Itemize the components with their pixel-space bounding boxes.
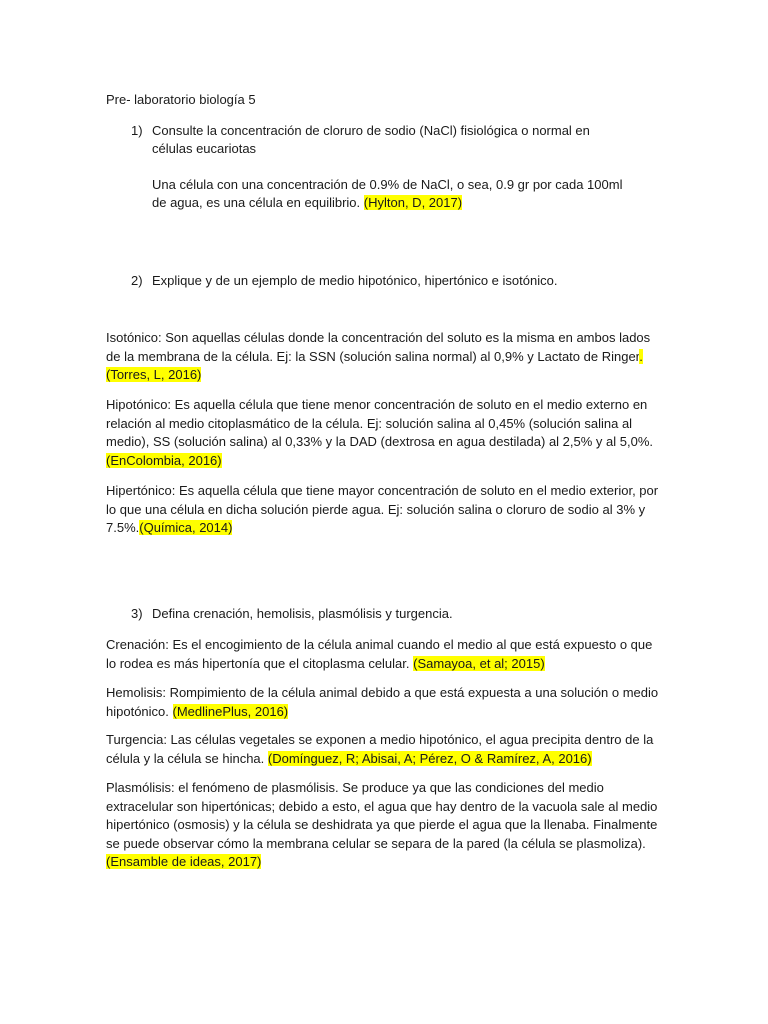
hipertonico-citation: (Química, 2014) bbox=[139, 520, 233, 535]
question-1-number: 1) bbox=[131, 123, 143, 138]
hipertonico-paragraph bbox=[106, 482, 662, 538]
hipotonico-citation: (EnColombia, 2016) bbox=[106, 452, 222, 468]
answer-1-text: Una célula con una concentración de 0.9% de NaCl, o sea, 0.9 gr por cada 100ml de agua, es una célula en equilibrio. bbox=[152, 177, 623, 210]
crenacion-citation: (Samayoa, et al; 2015) bbox=[413, 655, 545, 671]
hemolisis-paragraph bbox=[106, 684, 662, 721]
question-1-text: Consulte la concentración de cloruro de sodio (NaCl) fisiológica o normal en células eucariotas bbox=[152, 123, 590, 156]
isotonico-citation: . (Torres, L, 2016) bbox=[106, 348, 643, 382]
turgencia-text: Turgencia: Las células vegetales se exponen a medio hipotónico, el agua precipita dentro de la célula y la célula se hincha. bbox=[106, 732, 654, 766]
question-3-number: 3) bbox=[131, 606, 143, 621]
turgencia-paragraph bbox=[106, 731, 662, 768]
hipotonico-text: Hipotónico: Es aquella célula que tiene menor concentración de soluto en el medio externo en relación al medio citoplasmático de la célula. Ej: solución salina al 0,45% (solución salina al medio), SS (solución salina) al 0,33% y la DAD (dextrosa en agua destilada) al 2,5% y al 5,0%. bbox=[106, 397, 654, 449]
turgencia-citation: (Domínguez, R; Abisai, A; Pérez, O & Ramírez, A, 2016) bbox=[267, 750, 592, 766]
hemolisis-citation: (MedlinePlus, 2016) bbox=[172, 703, 289, 719]
question-2-text: Explique y de un ejemplo de medio hipotónico, hipertónico e isotónico. bbox=[152, 273, 558, 288]
plasmolisis-citation: (Ensamble de ideas, 2017) bbox=[106, 854, 262, 869]
crenacion-text: Crenación: Es el encogimiento de la célula animal cuando el medio al que está expuesto o que lo rodea es más hipertonía que el citoplasma celular. bbox=[106, 637, 653, 671]
isotonico-text: Isotónico: Son aquellas células donde la concentración del soluto es la misma en ambos lados de la membrana de la célula. Ej: la SSN (solución salina normal) al 0,9% y Lactato de Ringer bbox=[106, 330, 651, 364]
plasmolisis-paragraph bbox=[106, 779, 662, 872]
isotonico-paragraph bbox=[106, 329, 662, 385]
crenacion-paragraph bbox=[106, 636, 662, 673]
hemolisis-text: Hemolisis: Rompimiento de la célula animal debido a que está expuesta a una solución o medio hipotónico. bbox=[106, 685, 659, 719]
hipotonico-paragraph bbox=[106, 396, 662, 470]
plasmolisis-text: Plasmólisis: el fenómeno de plasmólisis. Se produce ya que las condiciones del medio extracelular son hipertónicas; debido a esto, el agua que hay dentro de la vacuola sale al medio hipertónico (osmosis) y la célula se deshidrata ya que pierde el agua que la llenaba. Finalmente se puede observar cómo la membrana celular se separa de la pared (la célula se plasmoliza). bbox=[106, 780, 658, 851]
hipertonico-text: Hipertónico: Es aquella célula que tiene mayor concentración de soluto en el medio exterior, por lo que una célula en dicha solución pierde agua. Ej: solución salina o cloruro de sodio al 3% y 7.5%. bbox=[106, 483, 659, 535]
question-3-text: Defina crenación, hemolisis, plasmólisis y turgencia. bbox=[152, 606, 453, 621]
document-title: Pre- laboratorio biología 5 bbox=[106, 92, 256, 107]
question-2-number: 2) bbox=[131, 273, 143, 288]
answer-1-citation: (Hylton, D, 2017) bbox=[363, 195, 463, 210]
